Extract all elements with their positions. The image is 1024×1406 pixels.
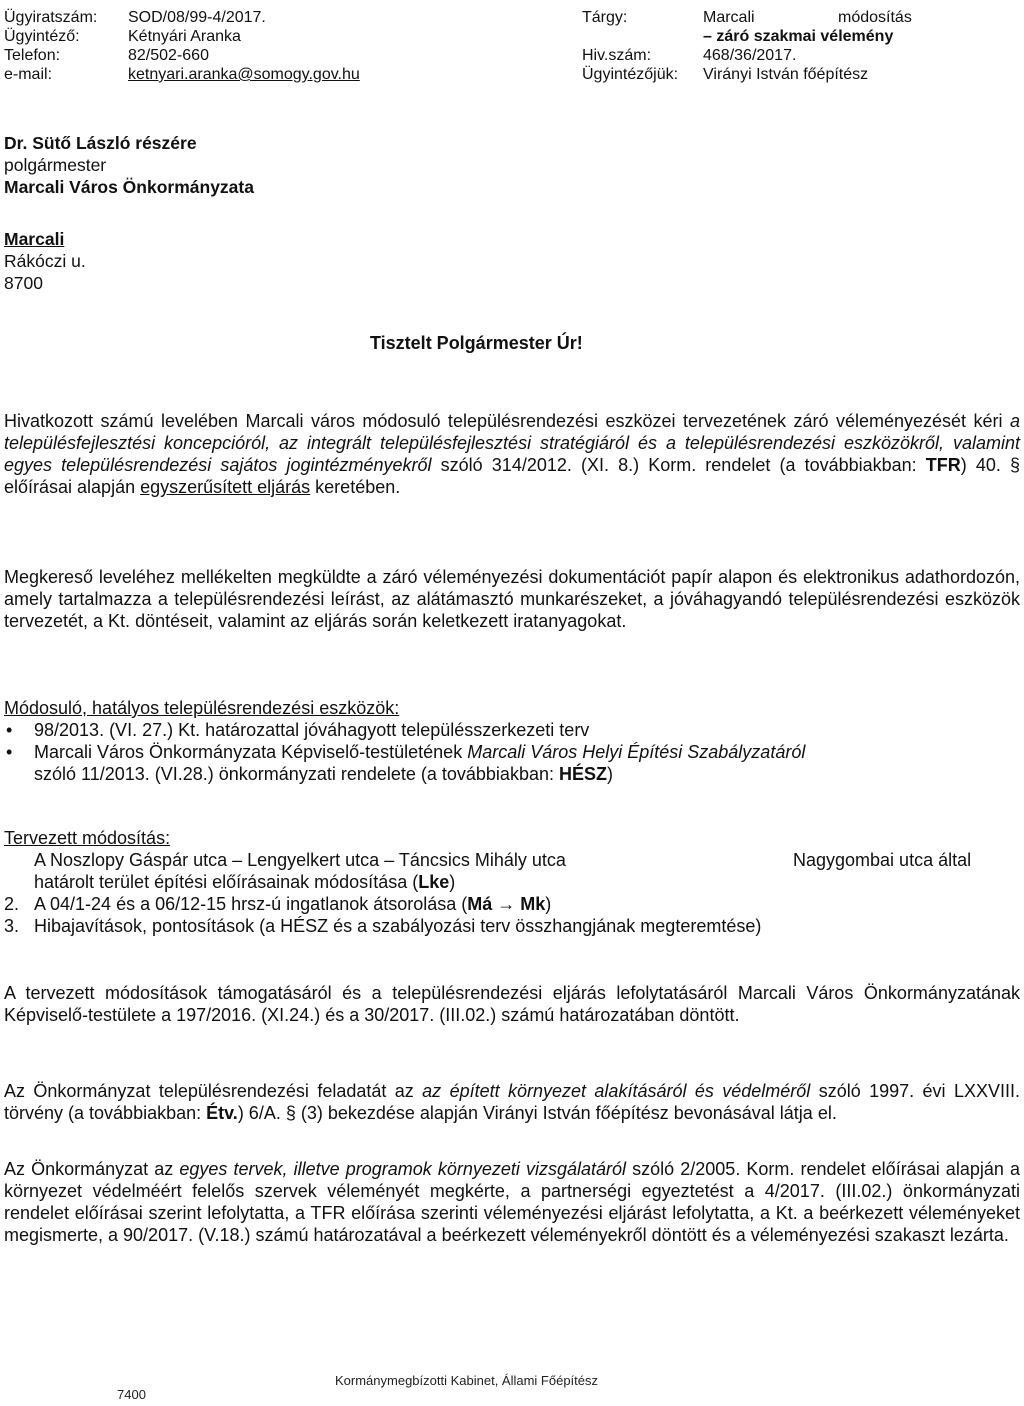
modosulo-item-2-line1: Marcali Város Önkormányzata Képviselő-testületének Marcali Város Helyi Építési Szabályzatáról (34, 742, 806, 762)
paragraph-documentation: Megkereső leveléhez mellékelten megküldte a záró véleményezési dokumentációt papír alapon és elektronikus adathordozón, amely tartalmazza a településrendezési leírást, az alátámasztó munkarészeket, a jóváhagyandó településrendezési eszközök tervezetét, a Kt. döntéseit, valamint az eljárás során keletkezett iratanyagokat. (4, 567, 1020, 631)
handler-label: Ügyintézőjük: (582, 66, 679, 83)
recipient-street: Rákóczi u. (4, 251, 86, 271)
tervezett-item-1-line1b: Nagygombai utca által (793, 850, 972, 870)
tervezett-item-2: A 04/1-24 és a 06/12-15 hrsz-ú ingatlanok átsorolása (Má → Mk) (34, 894, 552, 914)
tervezett-item-2-number: 2. (4, 894, 20, 914)
recipient-name: Dr. Sütő László részére (4, 133, 197, 153)
phone-value: 82/502-660 (128, 47, 209, 64)
email-label: e-mail: (4, 66, 53, 83)
recipient-zip: 8700 (4, 273, 43, 293)
salutation: Tisztelt Polgármester Úr! (370, 333, 583, 353)
tervezett-item-1-line2: határolt terület építési előírásainak módosítása (Lke) (34, 872, 456, 892)
file-number-value: SOD/08/99-4/2017. (128, 9, 266, 26)
bullet-icon: • (6, 720, 13, 740)
reference-label: Hiv.szám: (582, 47, 652, 64)
tervezett-item-3: Hibajavítások, pontosítások (a HÉSZ és a szabályozási terv összhangjának megteremtése) (34, 916, 762, 936)
footer-office: Kormánymegbízotti Kabinet, Állami Főépítész (335, 1373, 599, 1388)
bullet-icon: • (6, 742, 13, 762)
reference-value: 468/36/2017. (703, 47, 797, 64)
paragraph-council-decision: A tervezett módosítások támogatásáról és a településrendezési eljárás lefolytatásáról Marcali Város Önkormányzatának Képviselő-testülete a 197/2016. (XI.24.) és a 30/2017. (III.02.) számú határozatában döntött. (4, 983, 1020, 1025)
paragraph-chief-architect: Az Önkormányzat településrendezési feladatát az az épített környezet alakításáról és védelméről szóló 1997. évi LXXVIII. törvény (a továbbiakban: Étv.) 6/A. § (3) bekezdése alapján Virányi István főépítész bevonásával látja el. (4, 1081, 1020, 1123)
paragraph-environmental: Az Önkormányzat az egyes tervek, illetve programok környezeti vizsgálatáról szóló 2/2005. Korm. rendelet előírásai alapján a környezet védelméért felelős szervek véleményét megkérte, a partnerségi egyeztetést a 4/2017. (III.02.) önkormányzati rendelet előírásai szerint lefolytatta, a TFR előírása szerinti véleményezési eljárást lefolytatta, a Kt. a beérkezett véleményeket megismerte, a 90/2017. (V.18.) számú határozatával a beérkezett véleményekről döntött és a véleményezési szakaszt lezárta. (4, 1159, 1020, 1245)
tervezett-item-3-number: 3. (4, 916, 20, 936)
modosulo-item-2-line2: szóló 11/2013. (VI.28.) önkormányzati rendelete (a továbbiakban: HÉSZ) (34, 764, 613, 784)
recipient-org: Marcali Város Önkormányzata (4, 177, 254, 197)
case-officer-value: Kétnyári Aranka (128, 28, 241, 45)
footer-zip: 7400 (117, 1387, 146, 1402)
modosulo-item-1: 98/2013. (VI. 27.) Kt. határozattal jóváhagyott településszerkezeti terv (34, 720, 590, 740)
handler-value: Virányi István főépítész (703, 66, 869, 83)
subject-line2: – záró szakmai vélemény (703, 28, 894, 45)
case-officer-label: Ügyintéző: (4, 28, 80, 45)
subject-line1-b: módosítás (838, 9, 912, 26)
section-heading-tervezett: Tervezett módosítás: (4, 828, 171, 848)
file-number-label: Ügyiratszám: (4, 9, 98, 26)
tervezett-item-1-line1a: A Noszlopy Gáspár utca – Lengyelkert utca – Táncsics Mihály utca (34, 850, 566, 870)
section-heading-modosulo: Módosuló, hatályos településrendezési eszközök: (4, 698, 400, 718)
paragraph-request: Hivatkozott számú levelében Marcali város módosuló településrendezési eszközei tervezetének záró véleményezését kéri a településfejlesztési koncepcióról, az integrált településfejlesztési stratégiáról és a településrendezési eszközökről, valamint egyes településrendezési sajátos jogintézményekről szóló 314/2012. (XI. 8.) Korm. rendelet (a továbbiakban: TFR) 40. § előírásai alapján egyszerűsített eljárás keretében. (4, 411, 1021, 497)
email-link[interactable]: ketnyari.aranka@somogy.gov.hu (128, 66, 360, 83)
recipient-title: polgármester (4, 155, 107, 175)
phone-label: Telefon: (4, 47, 61, 64)
subject-label: Tárgy: (582, 9, 628, 26)
subject-line1-a: Marcali (703, 9, 755, 26)
recipient-city: Marcali (4, 229, 65, 249)
